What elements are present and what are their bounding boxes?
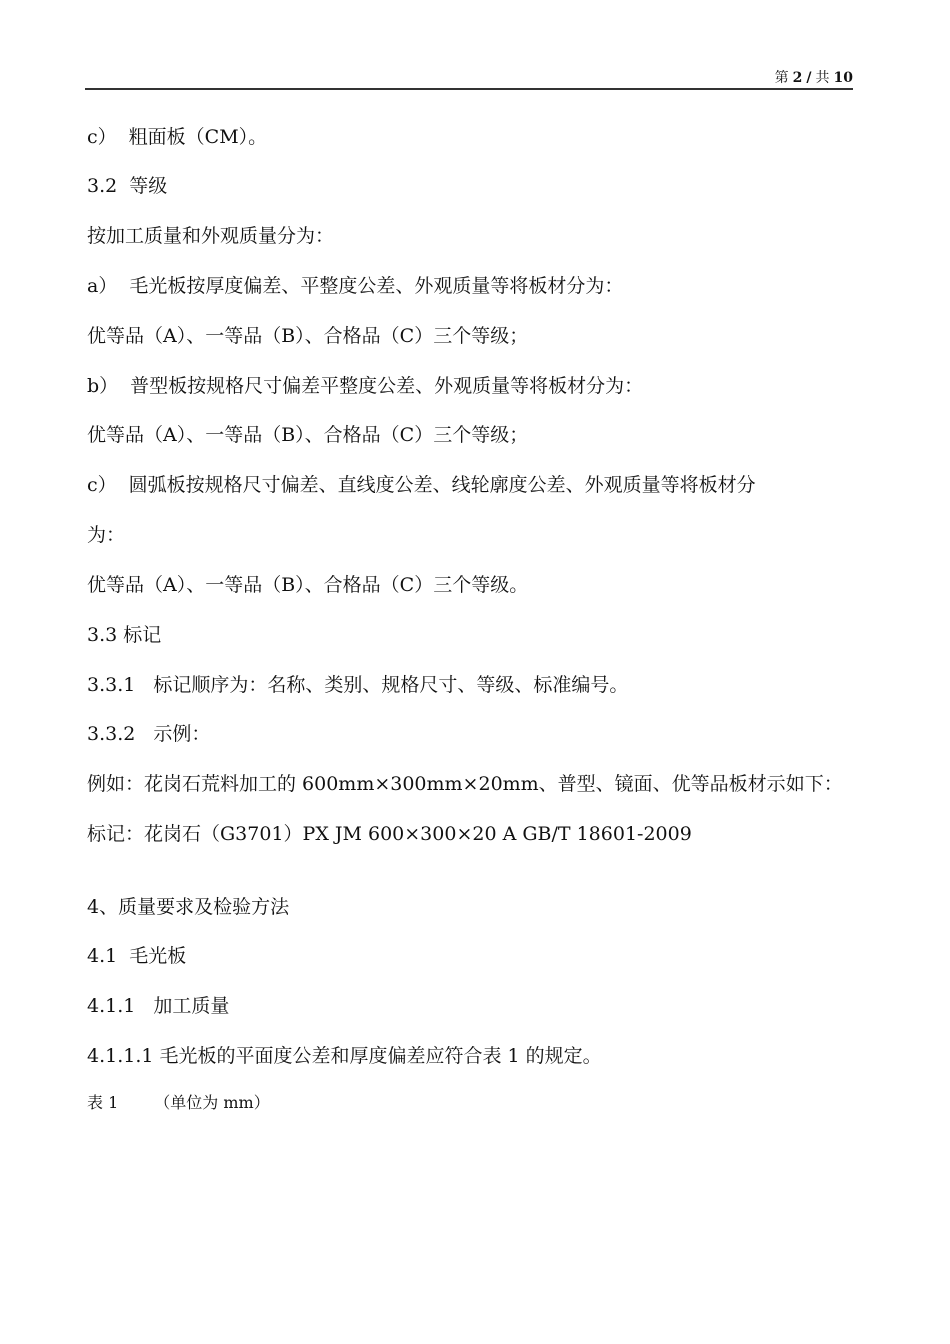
section-title: 3.3 标记 <box>87 624 162 646</box>
clause-4-1-1-1 <box>87 1044 872 1068</box>
table-label: 表 1 <box>87 1093 119 1112</box>
paragraph-continuation <box>87 523 872 547</box>
paragraph-text: 优等品（A）、一等品（B）、合格品（C）三个等级； <box>87 325 529 347</box>
list-item-c-arc-panel <box>87 473 872 497</box>
list-item-a-rough-polished <box>87 274 872 298</box>
list-item-b-standard-panel <box>87 374 872 398</box>
list-item-text: 毛光板按厚度偏差、平整度公差、外观质量等将板材分为： <box>129 275 624 297</box>
paragraph-text: 按加工质量和外观质量分为： <box>87 225 335 247</box>
clause-text: 标记顺序为：名称、类别、规格尺寸、等级、标准编号。 <box>153 674 629 696</box>
clause-text: 示例： <box>153 723 211 745</box>
table-unit: （单位为 mm） <box>154 1093 270 1112</box>
clause-3-3-1 <box>87 673 872 697</box>
list-marker: c） <box>87 474 117 496</box>
page-current: 2 <box>792 70 803 86</box>
section-title: 4、质量要求及检验方法 <box>87 896 290 918</box>
page-separator: / <box>806 70 812 86</box>
list-item-text: 粗面板（CM）。 <box>128 126 268 148</box>
paragraph-text: 标记：花岗石（G3701）PX JM 600×300×20 A GB/T 18601-2009 <box>87 823 692 845</box>
paragraph-grading-intro <box>87 224 872 248</box>
paragraph-example <box>87 772 872 796</box>
section-heading-3-3 <box>87 623 872 647</box>
list-marker: c） <box>87 126 117 148</box>
clause-number: 4.1.1 <box>87 995 136 1017</box>
list-item-c-rough-panel <box>87 125 872 149</box>
paragraph-text: 例如：花岗石荒料加工的 600mm×300mm×20mm、普型、镜面、优等品板材示如下： <box>87 773 843 795</box>
page-number <box>775 70 853 86</box>
list-marker: b） <box>87 375 119 397</box>
clause-number: 3.3.1 <box>87 674 136 696</box>
list-marker: a） <box>87 275 118 297</box>
list-item-text: 普型板按规格尺寸偏差平整度公差、外观质量等将板材分为： <box>130 375 644 397</box>
paragraph-marking-example <box>87 822 872 846</box>
section-title: 毛光板 <box>129 945 187 967</box>
paragraph-grades-b <box>87 423 872 447</box>
page-total-prefix: 共 <box>815 70 830 86</box>
paragraph-grades-a <box>87 324 872 348</box>
page-header <box>85 66 853 90</box>
section-heading-3-2 <box>87 174 872 198</box>
section-heading-4 <box>87 895 872 919</box>
section-title: 等级 <box>129 175 168 197</box>
paragraph-text: 优等品（A）、一等品（B）、合格品（C）三个等级。 <box>87 574 529 596</box>
clause-4-1-1 <box>87 994 872 1018</box>
clause-text: 加工质量 <box>153 995 230 1017</box>
clause-3-3-2 <box>87 722 872 746</box>
section-heading-4-1 <box>87 944 872 968</box>
clause-text: 4.1.1.1 毛光板的平面度公差和厚度偏差应符合表 1 的规定。 <box>87 1045 602 1067</box>
section-number: 4.1 <box>87 945 118 967</box>
paragraph-text: 优等品（A）、一等品（B）、合格品（C）三个等级； <box>87 424 529 446</box>
clause-number: 3.3.2 <box>87 723 136 745</box>
list-item-text: 圆弧板按规格尺寸偏差、直线度公差、线轮廓度公差、外观质量等将板材分 <box>128 474 756 496</box>
paragraph-grades-c <box>87 573 872 597</box>
paragraph-text: 为： <box>87 524 126 546</box>
page-prefix: 第 <box>774 70 789 86</box>
page-total: 10 <box>833 70 853 86</box>
section-number: 3.2 <box>87 175 118 197</box>
table-caption <box>87 1093 872 1113</box>
